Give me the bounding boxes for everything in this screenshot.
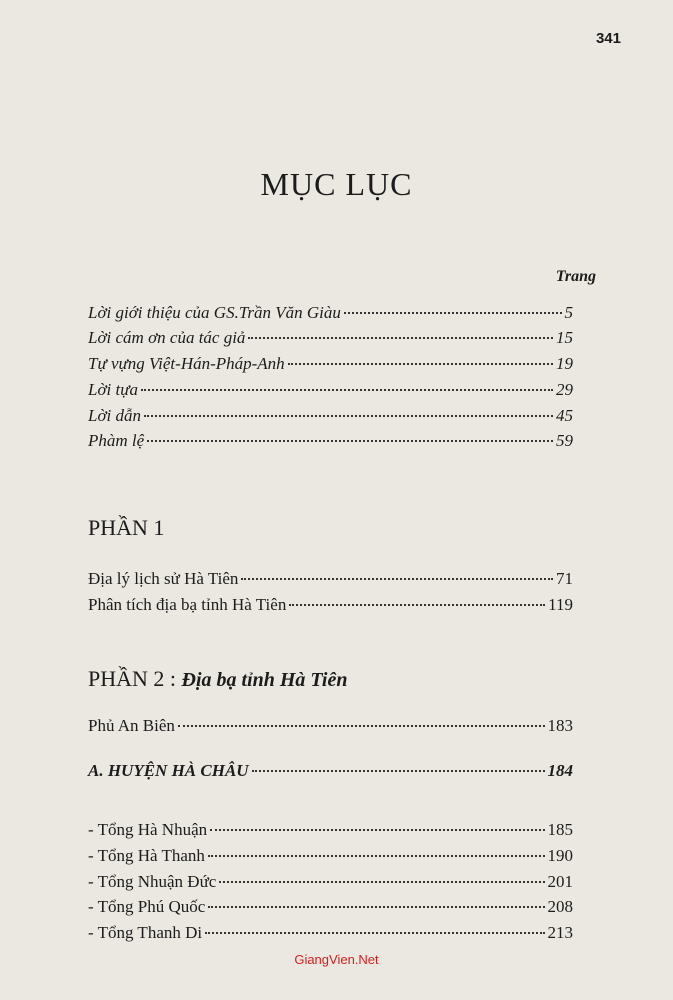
toc-entry[interactable] xyxy=(88,594,573,616)
toc-entry-page: 45 xyxy=(556,406,573,425)
toc-entry-label: Lời tựa xyxy=(88,380,138,399)
toc-entry-label: - Tổng Hà Thanh xyxy=(88,846,205,865)
toc-entry-label: Lời giới thiệu của GS.Trần Văn Giàu xyxy=(88,303,341,322)
toc-entry-page: 119 xyxy=(548,595,573,614)
part-1-heading: PHẦN 1 xyxy=(88,515,165,540)
toc-entry-label: - Tổng Nhuận Đức xyxy=(88,872,217,891)
toc-entry[interactable] xyxy=(88,819,573,841)
toc-entry-label: Lời cám ơn của tác giả xyxy=(88,328,246,347)
leader-dots xyxy=(208,906,544,908)
toc-entry[interactable] xyxy=(88,327,573,349)
toc-entry-page: 184 xyxy=(547,761,573,780)
toc-entry-label: Lời dẫn xyxy=(88,406,142,425)
leader-dots xyxy=(144,415,553,417)
leader-dots xyxy=(241,578,553,580)
toc-entry-page: 183 xyxy=(547,716,573,735)
part-2-label: PHẦN 2 : xyxy=(88,666,177,691)
toc-entry[interactable] xyxy=(88,896,573,918)
toc-entry-page: 201 xyxy=(547,872,573,891)
toc-entry[interactable] xyxy=(88,405,573,427)
toc-entry-label: A. HUYỆN HÀ CHÂU xyxy=(88,761,249,780)
toc-entry-page: 71 xyxy=(556,569,573,588)
watermark-link[interactable]: GiangVien.Net xyxy=(294,952,379,967)
leader-dots xyxy=(219,881,544,883)
toc-entry-page: 59 xyxy=(556,431,573,450)
toc-entry[interactable] xyxy=(88,845,573,867)
toc-entry-page: 15 xyxy=(556,328,573,347)
toc-entry[interactable] xyxy=(88,302,573,324)
toc-entry-page: 29 xyxy=(556,380,573,399)
toc-entry-page: 185 xyxy=(547,820,573,839)
leader-dots xyxy=(344,312,562,314)
toc-entry-label: Tự vựng Việt-Hán-Pháp-Anh xyxy=(88,354,285,373)
page-number: 341 xyxy=(595,30,621,47)
leader-dots xyxy=(252,770,545,772)
page-column-label: Trang xyxy=(555,268,596,285)
leader-dots xyxy=(141,389,553,391)
leader-dots xyxy=(289,604,545,606)
leader-dots xyxy=(210,829,544,831)
toc-entry-label: Địa lý lịch sử Hà Tiên xyxy=(88,569,239,588)
toc-entry[interactable] xyxy=(88,568,573,590)
toc-entry[interactable] xyxy=(88,379,573,401)
toc-entry[interactable] xyxy=(88,430,573,452)
leader-dots xyxy=(147,440,553,442)
toc-entry-page: 213 xyxy=(547,923,573,942)
toc-entry-page: 208 xyxy=(547,897,573,916)
part-2-heading xyxy=(88,666,347,692)
toc-entry-page: 5 xyxy=(564,303,573,322)
toc-entry-page: 190 xyxy=(547,846,573,865)
part-2-subtitle: Địa bạ tỉnh Hà Tiên xyxy=(181,669,348,691)
toc-entry[interactable] xyxy=(88,353,573,375)
leader-dots xyxy=(178,725,545,727)
toc-entry[interactable] xyxy=(88,715,573,737)
toc-entry-label: Phủ An Biên xyxy=(88,716,175,735)
toc-entry[interactable] xyxy=(88,922,573,944)
leader-dots xyxy=(288,363,553,365)
toc-entry-page: 19 xyxy=(556,354,573,373)
leader-dots xyxy=(208,855,545,857)
toc-entry[interactable] xyxy=(88,871,573,893)
leader-dots xyxy=(248,337,553,339)
toc-entry-label: - Tổng Thanh Di xyxy=(88,923,203,942)
toc-entry-label: - Tổng Phú Quốc xyxy=(88,897,206,916)
page-title: MỤC LỤC xyxy=(260,166,413,202)
toc-entry-label: - Tổng Hà Nhuận xyxy=(88,820,208,839)
leader-dots xyxy=(205,932,544,934)
toc-section-entry[interactable] xyxy=(88,760,573,782)
toc-entry-label: Phàm lệ xyxy=(88,431,145,450)
toc-entry-label: Phân tích địa bạ tỉnh Hà Tiên xyxy=(88,595,287,614)
